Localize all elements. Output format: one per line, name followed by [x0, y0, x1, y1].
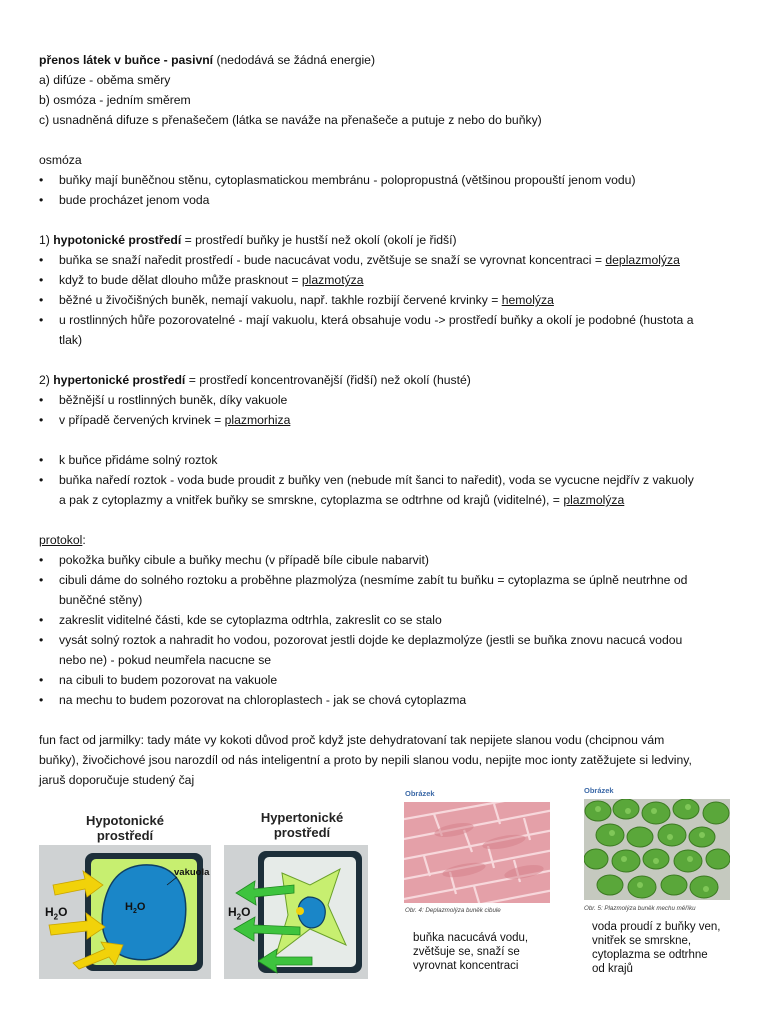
onion-cells-photo [404, 802, 550, 903]
line-osmosis: b) osmóza - jedním směrem [39, 93, 191, 107]
hypertonic-figure-title: Hypertonické prostředí [260, 810, 344, 840]
image-label: Obrázek [405, 789, 435, 798]
vakuola-label: vakuola [174, 867, 210, 878]
funfact-line: buňky), živočichové jsou narozdíl od nás inteligentní a proto by nepili slanou vodu, nepijte moc ionty zatěžujete si ledviny, [39, 753, 692, 767]
heading-passive-transport: přenos látek v buňce - pasivní (nedodává se žádná energie) [39, 53, 376, 67]
moss-cells-photo [584, 799, 730, 900]
h2o-label: $H_2O$ [125, 901, 146, 916]
image-caption: Obr. 4: Deplazmolýza buněk cibule [405, 907, 501, 914]
onion-note: buňka nacucává vodu, zvětšuje se, snaží se vyrovnat koncentraci [413, 932, 529, 972]
heading-protokol: protokol: [39, 533, 86, 547]
line-diffusion: a) difúze - oběma směry [39, 73, 171, 87]
hypertonic-cell-diagram [224, 845, 368, 979]
funfact-line: fun fact od jarmilky: tady máte vy kokoti důvod proč když jste dehydratovaní tak nepijete slanou vodu (chcipnou vám [39, 733, 665, 747]
heading-osmoza: osmóza [39, 153, 82, 167]
moss-note: voda proudí z buňky ven, vnitřek se smrskne, cytoplazma se odtrhne od krajů [592, 921, 721, 975]
image-caption: Obr. 5: Plazmolýza buněk mechu měříku [584, 905, 696, 912]
hypotonic-cell-diagram [39, 845, 211, 979]
image-label: Obrázek [584, 786, 614, 795]
heading-hypertonic: 2) hypertonické prostředí = prostředí koncentrovanější (řidší) než okolí (husté) [39, 373, 471, 387]
line-facilitated-diffusion: c) usnadněná difuze s přenašečem (látka se naváže na přenašeče a putuje z nebo do buňky) [39, 113, 542, 127]
h2o-label: $H_2O$ [228, 905, 251, 922]
h2o-label: $H_2O$ [45, 905, 68, 922]
hypotonic-figure-title: Hypotonické prostředí [85, 813, 164, 843]
funfact-line: jaruš doporučuje studený čaj [39, 773, 195, 787]
heading-hypotonic: 1) hypotonické prostředí = prostředí buňky je hustší než okolí (okolí je řidší) [39, 233, 457, 247]
